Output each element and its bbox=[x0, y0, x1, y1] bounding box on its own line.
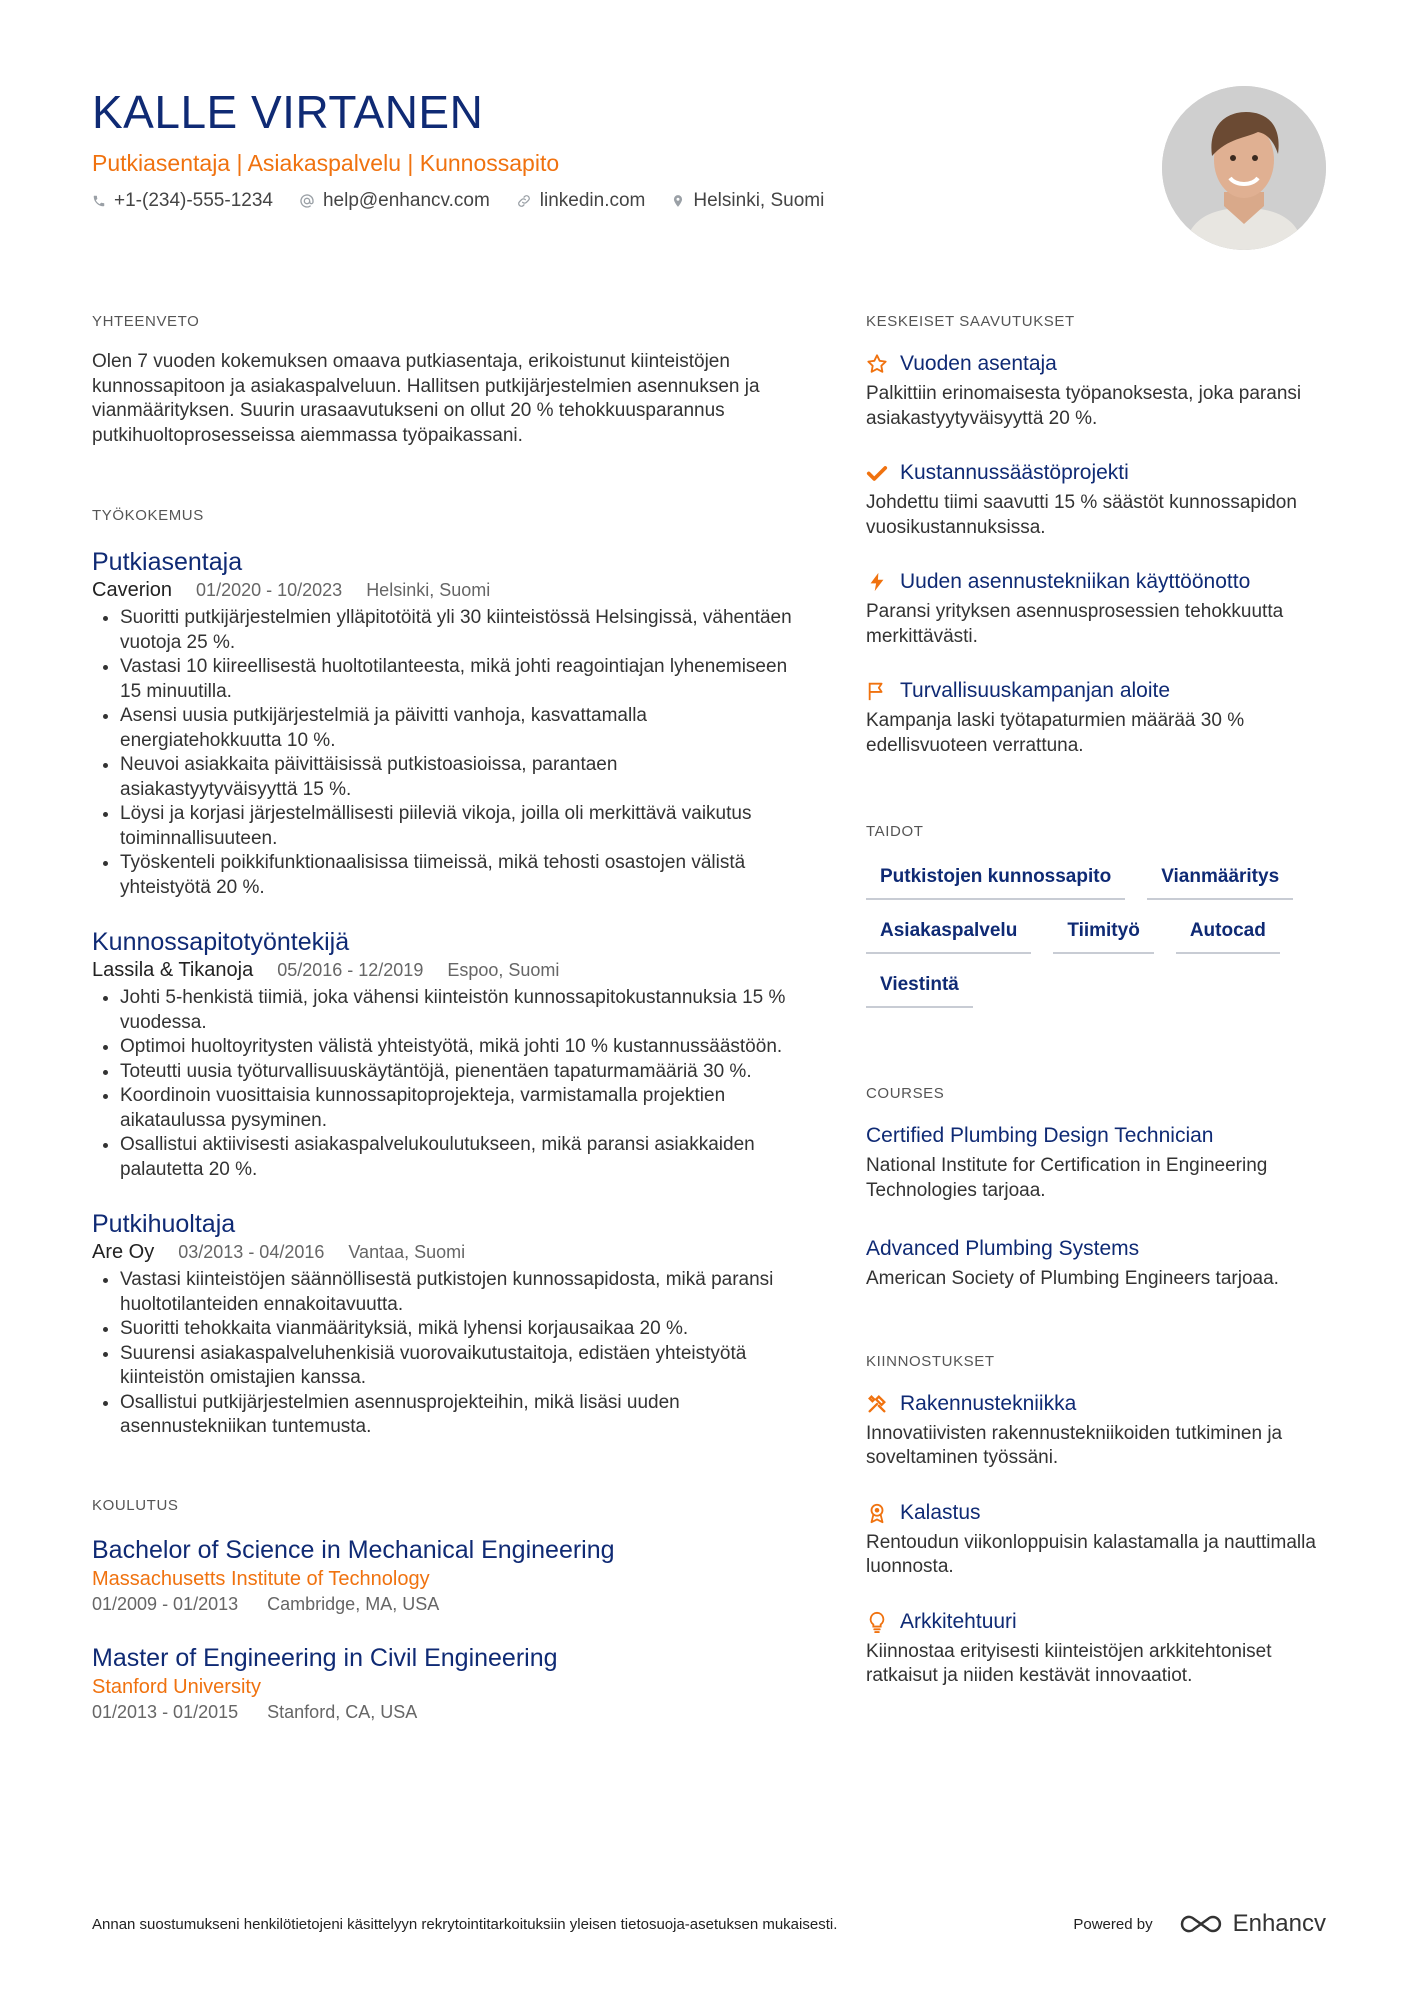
course-item bbox=[866, 1235, 1326, 1292]
job-bullet: • Suurensi asiakaspalveluhenkisiä vuorovaikutustaitoja, edistäen yhteistyötä kiinteistön omistajien kanssa. bbox=[120, 1342, 792, 1391]
edu-dates: 01/2009 - 01/2013 bbox=[92, 1593, 239, 1614]
skill-tag: Viestintä bbox=[866, 968, 973, 1008]
section-title: TAIDOT bbox=[866, 823, 924, 840]
job-dates: 01/2020 - 10/2023 bbox=[196, 580, 343, 600]
job-bullet: • Työskenteli poikkifunktionaalisissa tiimeissä, mikä tehosti osastojen välistä yhteistyötä 20 %. bbox=[120, 851, 792, 900]
at-icon bbox=[299, 193, 315, 209]
award-icon bbox=[866, 1502, 888, 1524]
job-bullet: • Vastasi kiinteistöjen säännöllisestä putkistojen kunnossapidosta, mikä paransi huoltotilanteiden ennakoitavuutta. bbox=[120, 1268, 792, 1317]
interest-item bbox=[866, 1608, 1326, 1689]
interest-title: Rakennustekniikka bbox=[900, 1391, 1077, 1415]
job-bullets bbox=[92, 1268, 792, 1440]
job-bullet: • Optimoi huoltoyritysten välistä yhteistyötä, mikä johti 10 % kustannussäästöön. bbox=[120, 1035, 792, 1060]
edu-dates: 01/2013 - 01/2015 bbox=[92, 1701, 239, 1722]
experience-section bbox=[92, 506, 792, 1440]
linkedin-text: linkedin.com bbox=[539, 190, 646, 211]
link-icon bbox=[516, 193, 532, 209]
achievement-text: Paransi yrityksen asennusprosessien tehokkuutta merkittävästi. bbox=[866, 601, 1284, 647]
job-location: Helsinki, Suomi bbox=[366, 580, 491, 600]
interest-title: Arkkitehtuuri bbox=[900, 1609, 1017, 1633]
section-title: KOULUTUS bbox=[92, 1496, 179, 1514]
job-bullets bbox=[92, 986, 792, 1182]
candidate-subtitle: Putkiasentaja | Asiakaspalvelu | Kunnossapito bbox=[92, 150, 560, 176]
achievement-item bbox=[866, 568, 1326, 649]
edu-degree: Master of Engineering in Civil Engineering bbox=[92, 1643, 558, 1672]
location-pin-icon bbox=[671, 193, 685, 209]
job-bullets bbox=[92, 606, 792, 900]
flag-icon bbox=[866, 680, 888, 702]
footer bbox=[92, 1910, 1326, 1938]
avatar bbox=[1162, 86, 1326, 250]
job-bullet: • Löysi ja korjasi järjestelmällisesti piileviä vikoja, joilla oli merkittävä vaikutus toiminnallisuuteen. bbox=[120, 802, 792, 851]
section-title: TYÖKOKEMUS bbox=[92, 507, 204, 524]
contact-phone[interactable] bbox=[92, 188, 273, 214]
job-company: Lassila & Tikanoja bbox=[92, 959, 254, 981]
course-title: Advanced Plumbing Systems bbox=[866, 1237, 1140, 1260]
courses-section bbox=[866, 1084, 1326, 1292]
job-bullet: • Vastasi 10 kiireellisestä huoltotilanteesta, mikä johti reagointiajan lyhenemiseen 15 minuutilla. bbox=[120, 655, 792, 704]
job-bullet: • Koordinoin vuosittaisia kunnossapitoprojekteja, varmistamalla projektien aikataulussa pysyminen. bbox=[120, 1084, 792, 1133]
skill-tag: Putkistojen kunnossapito bbox=[866, 860, 1125, 900]
brand-name: Enhancv bbox=[1232, 1910, 1326, 1937]
tools-icon bbox=[866, 1393, 888, 1415]
edu-meta bbox=[92, 1700, 792, 1724]
course-title: Certified Plumbing Design Technician bbox=[866, 1124, 1214, 1147]
education-entry bbox=[92, 1642, 792, 1724]
job-bullet: • Asensi uusia putkijärjestelmiä ja päivitti vanhoja, kasvattamalla energiatehokkuutta 10 %. bbox=[120, 704, 792, 753]
achievement-item bbox=[866, 350, 1326, 431]
section-title: KIINNOSTUKSET bbox=[866, 1352, 995, 1370]
location-text: Helsinki, Suomi bbox=[693, 190, 825, 211]
phone-text: +1-(234)-555-1234 bbox=[114, 190, 273, 211]
course-text: National Institute for Certification in Engineering Technologies tarjoaa. bbox=[866, 1155, 1268, 1201]
edu-degree: Bachelor of Science in Mechanical Engineering bbox=[92, 1535, 615, 1564]
job-dates: 05/2016 - 12/2019 bbox=[277, 960, 424, 980]
job-location: Vantaa, Suomi bbox=[348, 1242, 466, 1262]
job-bullet: • Neuvoi asiakkaita päivittäisissä putkistoasioissa, parantaen asiakastyytyväisyyttä 15 %. bbox=[120, 753, 792, 802]
job-meta bbox=[92, 578, 792, 602]
brand-logo[interactable] bbox=[1179, 1910, 1326, 1938]
check-icon bbox=[866, 462, 888, 484]
star-icon bbox=[866, 353, 888, 375]
achievement-item bbox=[866, 677, 1326, 758]
section-title: YHTEENVETO bbox=[92, 313, 200, 330]
section-title: COURSES bbox=[866, 1085, 945, 1102]
education-section bbox=[92, 1496, 792, 1724]
job-title: Putkiasentaja bbox=[92, 548, 243, 576]
course-item bbox=[866, 1122, 1326, 1203]
edu-school: Massachusetts Institute of Technology bbox=[92, 1567, 430, 1590]
skills-list bbox=[866, 860, 1326, 1008]
edu-meta bbox=[92, 1592, 792, 1616]
summary-text: Olen 7 vuoden kokemuksen omaava putkiasentaja, erikoistunut kiinteistöjen kunnossapitoon ja asiakaspalveluun. Hallitsen putkijärjestelmien asennuksen ja vianmäärityksen. Suurin urasaavutukseni on ollut 20 % tehokkuusparannus putkihuoltoprosesseissa aiemmassa työpaikassani. bbox=[92, 351, 760, 446]
skill-tag: Autocad bbox=[1176, 914, 1280, 954]
achievement-title: Uuden asennustekniikan käyttöönotto bbox=[900, 570, 1251, 593]
lightning-icon bbox=[866, 571, 888, 593]
job-meta bbox=[92, 1240, 792, 1264]
job-location: Espoo, Suomi bbox=[447, 960, 560, 980]
achievement-title: Turvallisuuskampanjan aloite bbox=[900, 679, 1171, 702]
consent-text: Annan suostumukseni henkilötietojeni käsittelyyn rekrytointitarkoituksiin yleisen tietosuoja-asetuksen mukaisesti. bbox=[92, 1915, 838, 1933]
job-bullet: • Osallistui putkijärjestelmien asennusprojekteihin, mikä lisäsi uuden asennustekniikan tuntemusta. bbox=[120, 1391, 792, 1440]
edu-school: Stanford University bbox=[92, 1675, 261, 1698]
job-company: Are Oy bbox=[92, 1241, 155, 1263]
course-text: American Society of Plumbing Engineers tarjoaa. bbox=[866, 1268, 1279, 1289]
interests-section bbox=[866, 1352, 1326, 1689]
job-bullet: • Suoritti tehokkaita vianmäärityksiä, mikä lyhensi korjausaikaa 20 %. bbox=[120, 1317, 792, 1342]
achievement-text: Johdettu tiimi saavutti 15 % säästöt kunnossapidon vuosikustannuksissa. bbox=[866, 492, 1297, 538]
job-bullet: • Johti 5-henkistä tiimiä, joka vähensi kiinteistön kunnossapitokustannuksia 15 % vuodessa. bbox=[120, 986, 792, 1035]
email-text: help@enhancv.com bbox=[322, 190, 490, 211]
job-entry bbox=[92, 926, 792, 1182]
skill-tag: Asiakaspalvelu bbox=[866, 914, 1031, 954]
job-bullet: • Suoritti putkijärjestelmien ylläpitotöitä yli 30 kiinteistössä Helsingissä, vähentäen vuotoja 25 %. bbox=[120, 606, 792, 655]
enhancv-logo-icon bbox=[1179, 1913, 1223, 1935]
job-company: Caverion bbox=[92, 579, 173, 601]
skills-section bbox=[866, 822, 1326, 1008]
achievement-text: Kampanja laski työtapaturmien määrää 30 % edellisvuoteen verrattuna. bbox=[866, 710, 1245, 756]
edu-location: Stanford, CA, USA bbox=[267, 1701, 418, 1722]
interest-text: Kiinnostaa erityisesti kiinteistöjen arkkitehtoniset ratkaisut ja niiden kestävät innovaatiot. bbox=[866, 1640, 1272, 1686]
contact-location bbox=[671, 188, 824, 214]
right-column bbox=[866, 312, 1326, 1689]
achievement-item bbox=[866, 459, 1326, 540]
education-entry bbox=[92, 1534, 792, 1616]
skill-tag: Tiimityö bbox=[1053, 914, 1154, 954]
job-meta bbox=[92, 958, 792, 982]
achievement-title: Kustannussäästöprojekti bbox=[900, 461, 1129, 484]
achievement-text: Palkittiin erinomaisesta työpanoksesta, joka paransi asiakastyytyväisyyttä 20 %. bbox=[866, 383, 1302, 429]
candidate-name: KALLE VIRTANEN bbox=[92, 86, 484, 138]
lightbulb-icon bbox=[866, 1611, 888, 1633]
job-title: Putkihuoltaja bbox=[92, 1210, 236, 1238]
interest-item bbox=[866, 1499, 1326, 1580]
job-bullet: • Toteutti uusia työturvallisuuskäytäntöjä, pienentäen tapaturmamääriä 30 %. bbox=[120, 1060, 792, 1085]
interest-item bbox=[866, 1390, 1326, 1471]
contact-email[interactable] bbox=[299, 188, 490, 214]
edu-location: Cambridge, MA, USA bbox=[267, 1593, 440, 1614]
job-dates: 03/2013 - 04/2016 bbox=[178, 1242, 325, 1262]
summary-section bbox=[92, 312, 792, 448]
contact-row bbox=[92, 188, 1152, 214]
powered-by-text: Powered by bbox=[1073, 1915, 1153, 1933]
interest-title: Kalastus bbox=[900, 1500, 981, 1524]
skill-tag: Vianmääritys bbox=[1147, 860, 1293, 900]
section-title: KESKEISET SAAVUTUKSET bbox=[866, 313, 1075, 330]
job-entry bbox=[92, 546, 792, 900]
resume-header bbox=[92, 84, 1152, 214]
interest-text: Innovatiivisten rakennustekniikoiden tutkiminen ja soveltaminen työssäni. bbox=[866, 1422, 1283, 1468]
phone-icon bbox=[92, 194, 106, 208]
left-column bbox=[92, 312, 792, 1724]
contact-linkedin[interactable] bbox=[516, 188, 646, 214]
interest-text: Rentoudun viikonloppuisin kalastamalla ja nauttimalla luonnosta. bbox=[866, 1531, 1316, 1577]
job-bullet: • Osallistui aktiivisesti asiakaspalvelukoulutukseen, mikä paransi asiakkaiden palautetta 20 %. bbox=[120, 1133, 792, 1182]
job-entry bbox=[92, 1208, 792, 1440]
achievements-section bbox=[866, 312, 1326, 758]
achievement-title: Vuoden asentaja bbox=[900, 352, 1057, 375]
job-title: Kunnossapitotyöntekijä bbox=[92, 928, 350, 956]
